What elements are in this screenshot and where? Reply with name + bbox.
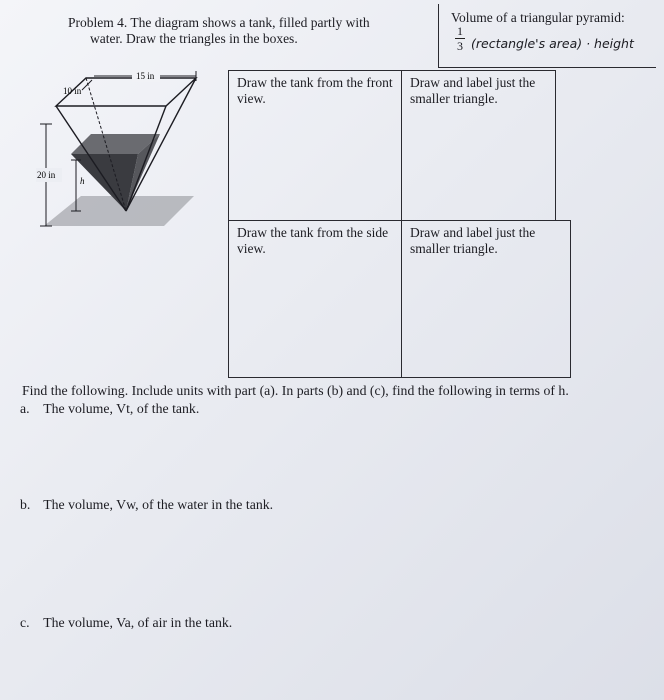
question-c-label: c.	[20, 615, 30, 630]
box-side-triangle[interactable]	[401, 220, 571, 378]
depth-label: 10 in	[63, 86, 82, 96]
box-front-view-label: Draw the tank from the front view.	[237, 75, 393, 106]
box-side-view[interactable]	[228, 220, 402, 378]
box-side-triangle-label: Draw and label just the smaller triangle.	[410, 225, 536, 256]
problem-line-2: water. Draw the triangles in the boxes.	[90, 31, 298, 46]
width-label: 15 in	[136, 71, 155, 81]
question-b	[20, 497, 273, 513]
box-front-triangle[interactable]	[401, 70, 556, 221]
question-c-text: The volume, Va, of air in the tank.	[43, 615, 233, 630]
box-front-triangle-label: Draw and label just the smaller triangle.	[410, 75, 536, 106]
drawing-boxes	[228, 70, 571, 378]
tank-figure	[36, 68, 216, 238]
formula-fraction	[455, 25, 465, 52]
fraction-numerator: 1	[457, 24, 463, 38]
box-side-view-label: Draw the tank from the side view.	[237, 225, 389, 256]
box-front-view[interactable]	[228, 70, 402, 221]
question-a-label: a.	[20, 401, 30, 416]
question-b-text: The volume, Vw, of the water in the tank.	[43, 497, 274, 512]
question-a	[20, 401, 199, 417]
water-height-label: h	[80, 176, 85, 186]
formula-expression: (rectangle's area) · height	[471, 36, 634, 51]
questions-intro: Find the following. Include units with part (a). In parts (b) and (c), find the following in terms of h.	[22, 383, 569, 398]
problem-line-1: Problem 4. The diagram shows a tank, filled partly with	[68, 15, 370, 30]
formula-box	[438, 4, 656, 68]
question-b-label: b.	[20, 497, 31, 512]
height-label: 20 in	[37, 170, 56, 180]
formula-title: Volume of a triangular pyramid:	[451, 10, 625, 25]
fraction-denominator: 3	[457, 39, 463, 53]
question-a-text: The volume, Vt, of the tank.	[43, 401, 200, 416]
depth-dimension-line	[82, 80, 92, 90]
problem-statement	[68, 15, 408, 47]
question-c	[20, 615, 232, 631]
